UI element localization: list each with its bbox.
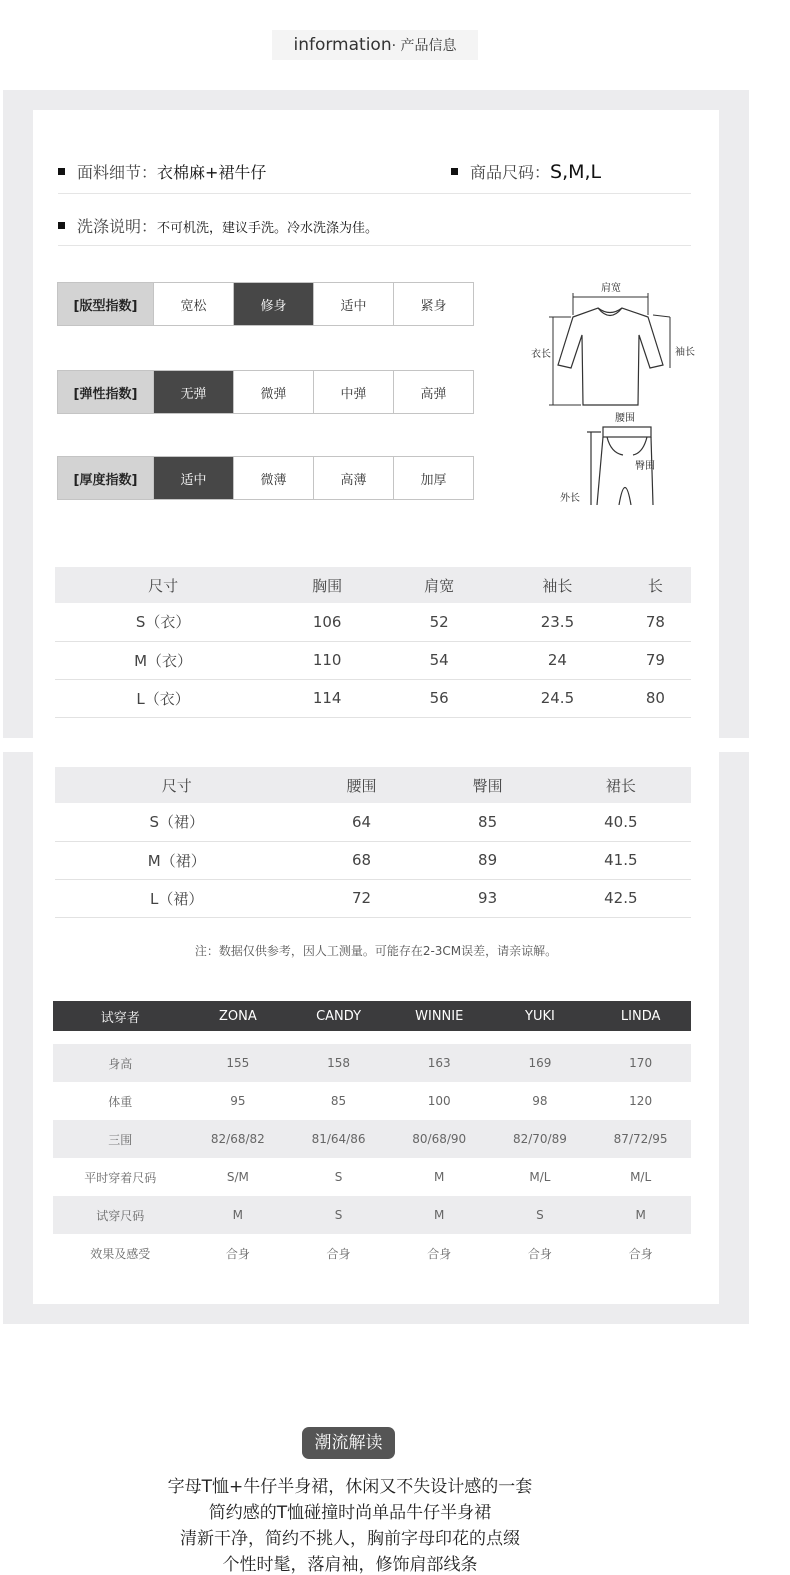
- table-row: [53, 1234, 691, 1272]
- skirt-size-table: [55, 767, 691, 918]
- table-cell: 80: [620, 679, 691, 717]
- table-spacer: [53, 1031, 691, 1044]
- table-cell: S: [334, 1170, 343, 1184]
- fabric-size-row: [58, 160, 691, 194]
- header-subtitle: · 产品信息: [391, 38, 457, 54]
- table-cell: 110: [271, 641, 383, 679]
- table-cell: 效果及感受: [90, 1246, 151, 1261]
- scale-option-selected: 无弹: [153, 371, 233, 413]
- bullet-icon: [58, 168, 65, 175]
- table-cell: 95: [230, 1094, 246, 1108]
- table-cell: M: [389, 1196, 490, 1234]
- table-header-row: [55, 567, 691, 603]
- table-cell: 合身: [427, 1246, 452, 1261]
- table-cell: 合身: [326, 1246, 351, 1261]
- table-header: 裙长: [551, 767, 691, 803]
- table-cell: 试穿尺码: [53, 1196, 188, 1234]
- measurement-diagram: [493, 275, 713, 505]
- scale-option-selected: 适中: [153, 457, 233, 499]
- size-fit-panel: [3, 752, 749, 1324]
- measure-lines-icon: [549, 293, 670, 405]
- scale-option: 紧身: [393, 283, 473, 325]
- table-cell: S: [490, 1196, 591, 1234]
- table-cell: S: [288, 1196, 389, 1234]
- table-cell: M（衣）: [55, 641, 271, 679]
- table-cell: 85: [330, 1094, 347, 1108]
- table-cell: 82/70/89: [490, 1120, 591, 1158]
- table-cell: 89: [425, 841, 551, 879]
- table-cell: 体重: [108, 1094, 133, 1109]
- table-cell: 平时穿着尺码: [84, 1170, 157, 1185]
- scale-label: [弹性指数]: [58, 371, 153, 413]
- elasticity-index-scale: [57, 370, 474, 414]
- table-cell: 72: [298, 879, 424, 917]
- table-cell: S（衣）: [55, 603, 271, 641]
- scale-option: 适中: [313, 283, 393, 325]
- trend-line: 简约感的T恤碰撞时尚单品牛仔半身裙: [208, 1503, 492, 1523]
- table-header: 袖长: [495, 567, 620, 603]
- bullet-icon: [451, 168, 458, 175]
- table-cell: 158: [288, 1044, 389, 1082]
- table-row: [55, 803, 691, 841]
- table-cell: 163: [389, 1044, 490, 1082]
- table-cell: 170: [590, 1044, 691, 1082]
- fit-index-scale: [57, 282, 474, 326]
- table-cell: 85: [425, 803, 551, 841]
- table-header: 试穿者: [53, 1001, 188, 1031]
- section-header: [272, 30, 478, 60]
- table-cell: 93: [425, 879, 551, 917]
- table-cell: 98: [532, 1094, 548, 1108]
- table-cell: 87/72/95: [590, 1120, 691, 1158]
- size-fit-card: [33, 752, 719, 1304]
- table-cell: 169: [490, 1044, 591, 1082]
- table-header: CANDY: [288, 1001, 389, 1031]
- table-cell: L（衣）: [55, 679, 271, 717]
- measurement-note: 注：数据仅供参考，因人工测量。可能存在2-3CM误差，请亲谅解。: [194, 944, 558, 958]
- table-cell: 79: [620, 641, 691, 679]
- trend-line: 清新干净，简约不挑人，胸前字母印花的点缀: [180, 1529, 520, 1549]
- wash-label: 洗涤说明：: [77, 217, 158, 236]
- table-cell: 120: [629, 1094, 653, 1108]
- table-header: YUKI: [490, 1001, 591, 1031]
- fabric-label: 面料细节：: [77, 163, 158, 182]
- try-on-table: [53, 1001, 691, 1272]
- diagram-label-length: 衣长: [531, 349, 551, 360]
- table-header: 腰围: [298, 767, 424, 803]
- table-cell: 合身: [527, 1246, 552, 1261]
- table-header: 肩宽: [383, 567, 495, 603]
- trend-line: 字母T恤+牛仔半身裙，休闲又不失设计感的一套: [167, 1477, 533, 1497]
- table-cell: 82/68/82: [188, 1120, 289, 1158]
- size-label: 商品尺码：: [470, 163, 551, 182]
- table-cell: 52: [383, 603, 495, 641]
- scale-option: 微薄: [233, 457, 313, 499]
- table-cell: 114: [271, 679, 383, 717]
- table-row: [53, 1082, 691, 1120]
- table-row: [55, 603, 691, 641]
- diagram-label-shoulder: 肩宽: [601, 283, 621, 294]
- scale-option: 宽松: [153, 283, 233, 325]
- table-cell: L（裙）: [55, 879, 298, 917]
- table-cell: 64: [298, 803, 424, 841]
- table-header: WINNIE: [389, 1001, 490, 1031]
- diagram-label-sleeve: 袖长: [675, 347, 695, 358]
- table-cell: 81/64/86: [288, 1120, 389, 1158]
- product-info-panel: [3, 90, 749, 738]
- table-header: 臀围: [425, 767, 551, 803]
- header-title: information: [293, 35, 392, 55]
- diagram-label-outer: 外长: [560, 493, 580, 504]
- shirt-outline-icon: [558, 308, 663, 405]
- scale-option: 加厚: [393, 457, 473, 499]
- trend-line: 个性时髦，落肩袖，修饰肩部线条: [222, 1555, 478, 1575]
- table-cell: 100: [427, 1094, 451, 1108]
- table-header: 胸围: [271, 567, 383, 603]
- fabric-value: 衣棉麻+裙牛仔: [157, 163, 267, 182]
- table-cell: 42.5: [551, 879, 691, 917]
- scale-option-selected: 修身: [233, 283, 313, 325]
- table-cell: 54: [383, 641, 495, 679]
- table-cell: 合身: [628, 1246, 653, 1261]
- table-header: ZONA: [188, 1001, 289, 1031]
- table-header: 尺寸: [55, 567, 271, 603]
- table-cell: S（裙）: [55, 803, 298, 841]
- table-row: [53, 1158, 691, 1196]
- bullet-icon: [58, 222, 65, 229]
- table-header: 长: [620, 567, 691, 603]
- scale-label: [版型指数]: [58, 283, 153, 325]
- table-row: [53, 1196, 691, 1234]
- table-cell: M（裙）: [55, 841, 298, 879]
- table-cell: M: [188, 1196, 289, 1234]
- top-size-table: [55, 567, 691, 718]
- table-cell: S/M: [226, 1170, 249, 1184]
- scale-option: 高弹: [393, 371, 473, 413]
- table-cell: 23.5: [495, 603, 620, 641]
- trend-badge: 潮流解读: [302, 1427, 395, 1459]
- table-row: [55, 879, 691, 917]
- table-cell: 三围: [53, 1120, 188, 1158]
- size-info: [451, 160, 601, 183]
- table-cell: 56: [383, 679, 495, 717]
- table-row: [55, 841, 691, 879]
- size-value: S,M,L: [550, 161, 602, 183]
- wash-value: 不可机洗，建议手洗。冷水洗涤为佳。: [157, 221, 379, 236]
- wash-row: [58, 214, 691, 246]
- scale-option: 中弹: [313, 371, 393, 413]
- thickness-index-scale: [57, 456, 474, 500]
- table-header-row: [53, 1001, 691, 1031]
- scale-option: 高薄: [313, 457, 393, 499]
- table-cell: M/L: [630, 1170, 652, 1184]
- table-cell: 合身: [225, 1246, 250, 1261]
- scale-option: 微弹: [233, 371, 313, 413]
- scale-label: [厚度指数]: [58, 457, 153, 499]
- table-cell: M: [590, 1196, 691, 1234]
- table-cell: 155: [188, 1044, 289, 1082]
- table-cell: M: [434, 1170, 445, 1184]
- table-header-row: [55, 767, 691, 803]
- product-info-card: [33, 110, 719, 738]
- table-cell: 78: [620, 603, 691, 641]
- table-header: 尺寸: [55, 767, 298, 803]
- table-row: [55, 641, 691, 679]
- table-cell: 106: [271, 603, 383, 641]
- table-cell: M/L: [529, 1170, 551, 1184]
- table-row: [53, 1044, 691, 1082]
- diagram-label-waist: 腰围: [615, 413, 635, 424]
- table-row: [55, 679, 691, 717]
- spacer-cell: [53, 1031, 691, 1044]
- table-cell: 68: [298, 841, 424, 879]
- trend-description: [0, 1474, 700, 1575]
- table-cell: 41.5: [551, 841, 691, 879]
- table-cell: 身高: [53, 1044, 188, 1082]
- table-cell: 24: [495, 641, 620, 679]
- table-cell: 40.5: [551, 803, 691, 841]
- table-row: [53, 1120, 691, 1158]
- table-cell: 80/68/90: [389, 1120, 490, 1158]
- table-header: LINDA: [590, 1001, 691, 1031]
- table-cell: 24.5: [495, 679, 620, 717]
- diagram-label-hip: 臀围: [635, 461, 655, 472]
